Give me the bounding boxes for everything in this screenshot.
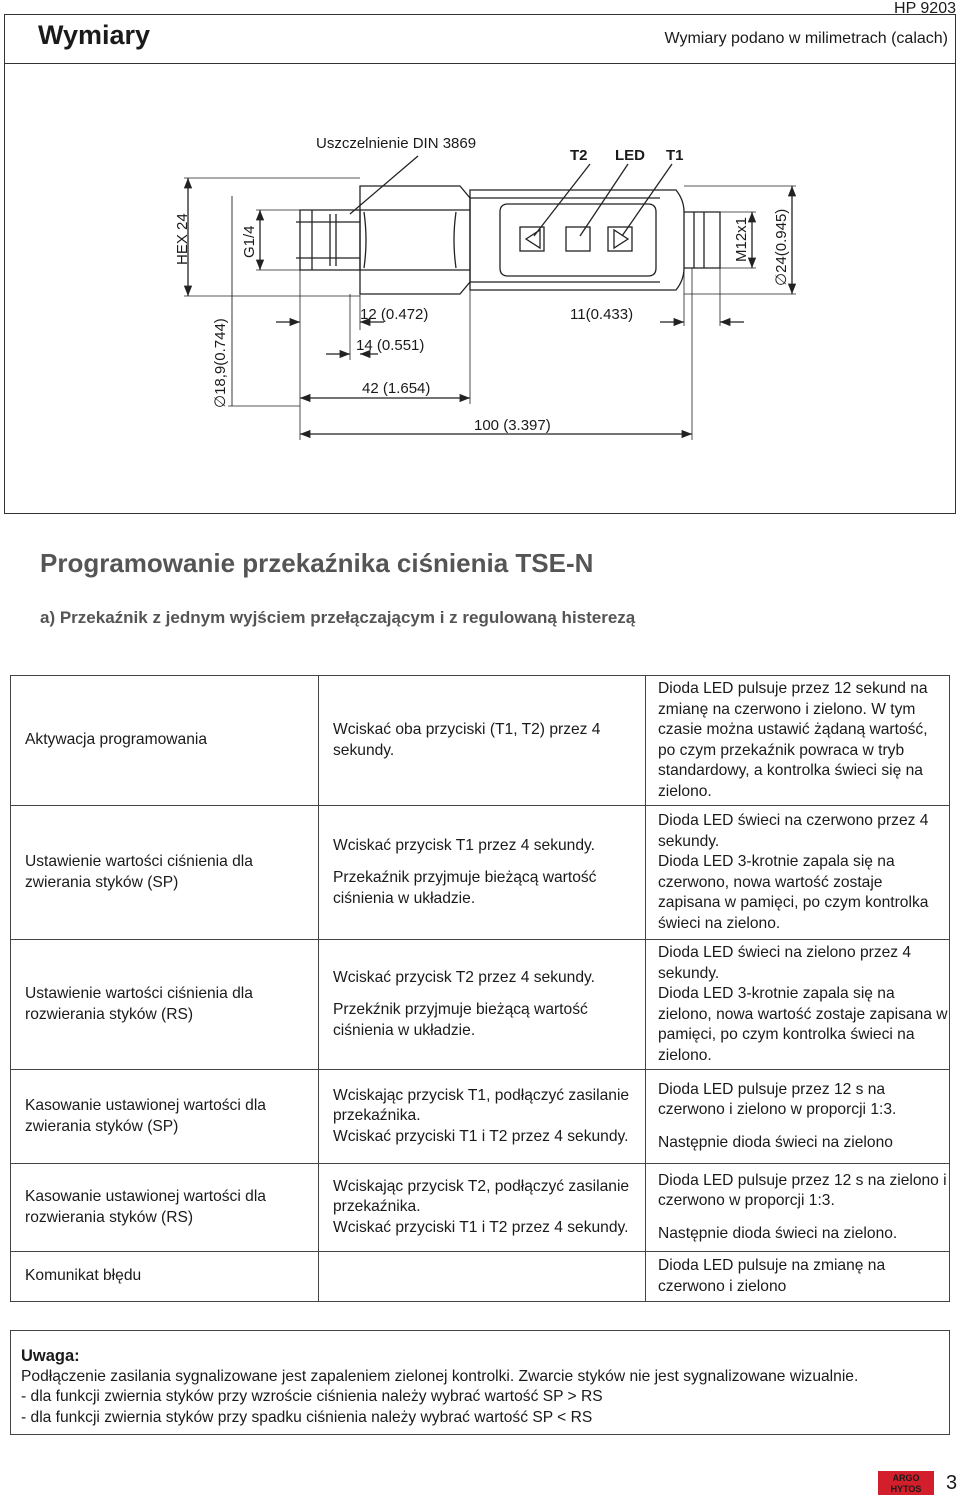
row-action [319, 1070, 646, 1164]
action-text: Wciskając przycisk T2, podłączyć zasilanie przekaźnika. [333, 1177, 630, 1216]
dia-left-label: ∅18,9(0.744) [212, 318, 229, 408]
t2-label: T2 [570, 147, 588, 164]
row-label: Kasowanie ustawionej wartości dla zwierania styków (SP) [11, 1070, 319, 1164]
table-row [11, 1252, 950, 1302]
note-title: Uwaga: [21, 1347, 80, 1365]
result-text: Dioda LED świeci na czerwono przez 4 sekundy. [658, 812, 929, 850]
row-label: Kasowanie ustawionej wartości dla rozwierania styków (RS) [11, 1164, 319, 1252]
dim-11-label: 11(0.433) [570, 306, 634, 323]
result-text: Następnie dioda świeci na zielono. [658, 1224, 898, 1242]
t1-label: T1 [666, 147, 684, 164]
result-text: Dioda LED 3-krotnie zapala się na czerwono, nowa wartość zostaje zapisana w pamięci, po czym kontrolka świeci na zielono. [658, 853, 929, 932]
row-label: Ustawienie wartości ciśnienia dla rozwierania styków (RS) [11, 940, 319, 1070]
row-label: Ustawienie wartości ciśnienia dla zwierania styków (SP) [11, 806, 319, 940]
row-label: Komunikat błędu [11, 1252, 319, 1302]
row-action [319, 676, 646, 806]
argo-hytos-logo [878, 1471, 934, 1495]
row-result [646, 940, 950, 1070]
result-text: Dioda LED świeci na zielono przez 4 sekundy. [658, 944, 912, 982]
document-code: HP 9203 [894, 0, 956, 17]
table-row [11, 1070, 950, 1164]
row-action [319, 940, 646, 1070]
row-result [646, 676, 950, 806]
section-title: Programowanie przekaźnika ciśnienia TSE-N [40, 548, 594, 578]
table-row [11, 806, 950, 940]
programming-table [10, 675, 950, 1302]
action-text: Wciskając przycisk T1, podłączyć zasilanie przekaźnika. [333, 1086, 630, 1125]
action-text: Wciskać przycisk T2 przez 4 sekundy. [333, 968, 595, 986]
hex-label: HEX 24 [174, 213, 191, 265]
result-text: Następnie dioda świeci na zielono [658, 1133, 893, 1151]
row-action [319, 806, 646, 940]
table-row [11, 676, 950, 806]
led-label: LED [615, 147, 645, 164]
row-action [319, 1252, 646, 1302]
action-text: Wciskać przycisk T1 przez 4 sekundy. [333, 836, 595, 854]
action-text: Przekaźnik przyjmuje bieżącą wartość ciśnienia w układzie. [333, 869, 597, 907]
row-result [646, 1252, 950, 1302]
row-result [646, 806, 950, 940]
section-subtitle: a) Przekaźnik z jednym wyjściem przełączającym i z regulowaną histerezą [40, 608, 636, 627]
action-text: Przekźnik przyjmuje bieżącą wartość ciśnienia w układzie. [333, 1001, 588, 1039]
units-note: Wymiary podano w milimetrach (calach) [664, 30, 948, 47]
table-row [11, 1164, 950, 1252]
dim-14-label: 14 (0.551) [356, 337, 425, 354]
row-result [646, 1164, 950, 1252]
page-title: Wymiary [38, 20, 151, 50]
table-row [11, 940, 950, 1070]
dim-42-label: 42 (1.654) [362, 380, 431, 397]
row-result [646, 1070, 950, 1164]
note-line: Podłączenie zasilania sygnalizowane jest zapaleniem zielonej kontrolki. Zwarcie styków nie jest sygnalizowane wizualnie. [21, 1367, 859, 1385]
row-label: Aktywacja programowania [11, 676, 319, 806]
logo-text-top: ARGO [892, 1473, 920, 1483]
row-action [319, 1164, 646, 1252]
action-text: Wciskać oba przyciski (T1, T2) przez 4 sekundy. [333, 721, 601, 759]
result-text: Dioda LED pulsuje przez 12 s na czerwono i zielono w proporcji 1:3. [658, 1080, 897, 1119]
result-text: Dioda LED pulsuje przez 12 sekund na zmianę na czerwono i zielono. W tym czasie można ustawić żądaną wartość, po czym przekaźnik powraca w tryb standardowy, a kontrolka świeci się na zielono. [658, 680, 928, 800]
result-text: Dioda LED pulsuje na zmianę na czerwono i zielono [658, 1257, 886, 1295]
page-number: 3 [946, 1472, 958, 1494]
thread-label: G1/4 [241, 225, 258, 258]
dia-right-label: ∅24(0.945) [773, 208, 790, 286]
dimension-drawing [0, 0, 960, 520]
action-text: Wciskać przyciski T1 i T2 przez 4 sekundy. [333, 1127, 629, 1145]
action-text: Wciskać przyciski T1 i T2 przez 4 sekundy. [333, 1218, 629, 1236]
result-text: Dioda LED pulsuje przez 12 s na zielono i czerwono w proporcji 1:3. [658, 1171, 947, 1210]
logo-text-bottom: HYTOS [890, 1484, 922, 1494]
seal-label: Uszczelnienie DIN 3869 [316, 135, 477, 152]
note-box [10, 1330, 950, 1435]
result-text: Dioda LED 3-krotnie zapala się na zielono, nowa wartość zostaje zapisana w pamięci, po czym kontrolka świeci na zielono. [658, 985, 948, 1064]
dim-12-label: 12 (0.472) [360, 306, 429, 323]
m12-label: M12x1 [733, 216, 750, 262]
note-line: - dla funkcji zwiernia styków przy spadku ciśnienia należy wybrać wartość SP < RS [21, 1408, 593, 1426]
dim-100-label: 100 (3.397) [474, 417, 551, 434]
note-line: - dla funkcji zwiernia styków przy wzroście ciśnienia należy wybrać wartość SP > RS [21, 1388, 603, 1405]
